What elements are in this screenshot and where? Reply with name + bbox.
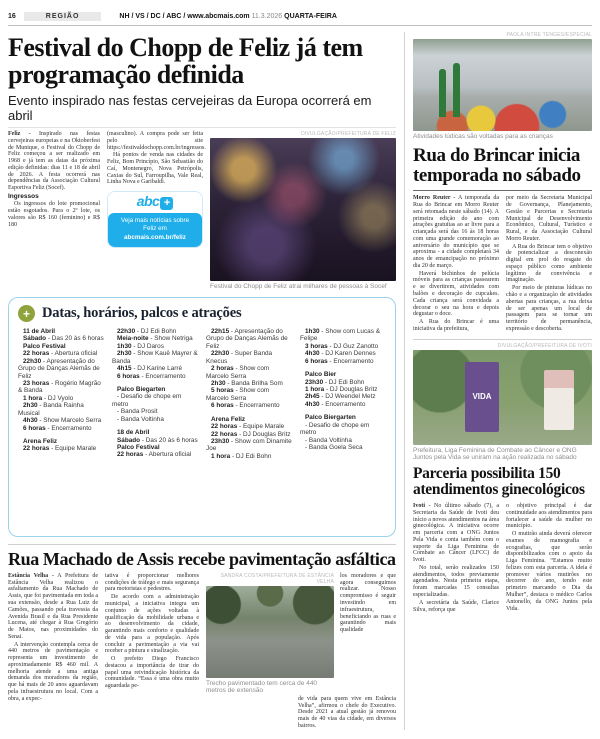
schedule-entry: - Desafio de chope em metro — [112, 393, 182, 408]
brincar-column-2 — [506, 195, 592, 332]
schedule-column-1 — [18, 328, 104, 460]
schedule-entry: 6 horas - Encerramento — [117, 372, 186, 380]
schedule-entry: - Banda Goela Seca — [305, 443, 363, 451]
schedule-entry: 6 horas - Encerramento — [305, 357, 374, 365]
left-region — [8, 32, 396, 730]
schedule-entry: Arena Feliz — [23, 437, 58, 445]
schedule-entry: Meia-noite - Show Netriga — [117, 335, 193, 343]
schedule-entry: 4h30 - Encerramento — [305, 400, 366, 408]
schedule-entry: 23h30 - DJ Edi Bohn — [305, 378, 365, 386]
schedule-entry: 2h30 - Banda Brilha Som — [211, 380, 283, 388]
schedule-entry: 1 hora - DJ Vyolo — [23, 394, 74, 402]
paving-right-region — [206, 573, 396, 730]
festival-headline: Festival do Chopp de Feliz já tem programação definida — [8, 33, 363, 90]
campaign-banner — [544, 370, 574, 430]
edition-text: NH / VS / DC / ABC / www.abcmais.com — [119, 13, 250, 20]
schedule-entry: Sábado - Das 20 às 6 horas — [117, 436, 198, 444]
schedule-entry: Arena Feliz — [211, 415, 246, 423]
paragraph-text: Inspirado nas festas cervejeiras europeias e na Oktoberfest de Munique, o Festival do Chopp de Feliz começou a ser realizado em 1968 e já tem as datas da próxima edição definidas: dias 11 e 18 de abril de 2026. A festa ocorrerá nas dependências da Associação Cultural Esportiva Feliz (Socef). — [8, 131, 100, 192]
section-badge: REGIÃO — [24, 12, 102, 21]
schedule-box-header — [18, 305, 386, 322]
festival-paragraph: Há pontos de venda nas cidades de Feliz, Bom Princípio, São Sebastião do Caí, Montenegro, Nova Petrópolis, Caxias do Sul, Farroupilha, Vale Real, Linha Nova e Garibaldi. — [107, 152, 203, 186]
parceria-headline: Parceria possibilita 150 atendimentos ginecológicos — [413, 464, 585, 499]
schedule-entry: 1 hora - DJ Douglas Britz — [305, 386, 378, 394]
festival-paragraph: (masculino). A compra pode ser feita pelo site https://festivaldochopp.com.br/ingressos. — [107, 131, 206, 151]
brincar-photo-caption: Atividades lúdicas são voltadas para as crianças — [413, 133, 553, 140]
dateline: Estância Velha - — [8, 572, 54, 579]
paving-paragraph: A intervenção contempla cerca de 440 metros de pavimentação e representa um investimento de aproximadamente R$ 460 mil. A melhoria atende a uma antiga demanda dos moradores da região, que há mais de 20 anos aguardavam pela infraestrutura no local. Com a obra, a expec- — [8, 641, 99, 702]
page-header — [8, 12, 592, 26]
article-parceria — [413, 339, 592, 614]
paving-paragraph: los moradores e que agora conseguimos realizar. Nosso compromisso é seguir investindo em infraestrutura, beneficiando as ruas e garantindo mais qualidade — [340, 572, 396, 634]
paving-photo-caption: Trecho pavimentado tem cerca de 440 metros de extensão — [206, 679, 318, 694]
schedule-entry: - Banda Prosit — [117, 408, 158, 416]
schedule-box-title: Datas, horários, palcos e atrações — [42, 305, 242, 322]
schedule-column-3 — [206, 328, 292, 460]
brincar-headline: Rua do Brincar inicia temporada no sábado — [413, 146, 592, 191]
brincar-paragraph: Por meio de pinturas lúdicas no chão e a organização de atividades abertas para crianças, a rua deixa de ser apenas um local de passagem para se tornar um território de permanência, expressão e descoberta. — [506, 285, 592, 332]
parceria-paragraph: No total, serão realizados 150 atendimentos, todos previamente agendados. Nesta primeira etapa, foram marcadas 15 consultas especializadas. — [413, 564, 499, 598]
edition-date: 11.3.2026 — [251, 13, 283, 20]
schedule-columns — [18, 328, 386, 460]
promo-message — [108, 213, 202, 247]
festival-paragraph — [8, 131, 100, 192]
paving-paragraph — [8, 573, 98, 641]
dateline: Feliz - — [8, 131, 31, 138]
brincar-paragraph: A Rua do Brincar tem o objetivo de potencializar a desconexão digital em prol do resgate do espaço público como ambiente legítimo de convivência e imaginação. — [506, 243, 592, 284]
schedule-entry: Palco Festival — [23, 342, 66, 350]
schedule-entry: 6 horas - Encerramento — [23, 424, 92, 432]
brincar-column-1 — [413, 195, 499, 332]
stilt-figure — [439, 69, 446, 117]
festival-photo-credit: DIVULGAÇÃO/PREFEITURA DE FELIZ — [301, 131, 396, 138]
brincar-paragraph: Haverá bichinhos de pelúcia móveis para as crianças passearem e se divertirem, atividades com balões e decoração de cupcakes. Cada criança será convidada a decorar o seu na hora e depois degustar o doce. — [413, 270, 499, 318]
schedule-entry: 1h30 - Show com Lucas & Felipe — [300, 328, 380, 343]
schedule-entry: 22 horas - Abertura oficial — [117, 451, 192, 459]
parceria-photo-credit: DIVULGAÇÃO/PREFEITURA DE IVOTI — [497, 342, 592, 349]
schedule-entry: 22h30 - Super Banda Knecus — [206, 350, 273, 365]
promo-line1: Veja mais notícias sobre — [120, 217, 190, 225]
promo-line2: Feliz em — [143, 225, 167, 233]
festival-subheading-ingressos: Ingressos — [8, 192, 39, 200]
schedule-entry: 6 horas - Encerramento — [211, 402, 280, 410]
schedule-entry: 11 de Abril — [23, 328, 56, 336]
schedule-entry: - Desafio de chope em metro — [300, 421, 370, 437]
schedule-entry: 22 horas - Equipe Marale — [23, 445, 97, 453]
schedule-entry: 4h15 - DJ Karine Larré — [117, 365, 183, 373]
festival-paragraph: Os ingressos do lote promocional estão esgotados. Para o 2º lote, os valores são R$ 160 (feminino) e R$ 180 — [8, 201, 100, 228]
schedule-entry: 2 horas - Show com Marcelo Serra — [206, 365, 270, 380]
schedule-entry: 22h30 - DJ Edi Bohn — [117, 328, 177, 336]
abcmais-logo — [108, 192, 202, 213]
schedule-column-4 — [300, 328, 386, 460]
schedule-entry: 22 horas - Abertura oficial — [23, 350, 98, 358]
schedule-entry: 22h30 - Apresentação do Grupo de Danças Alemãs de Feliz — [18, 357, 100, 380]
parceria-paragraph: o objetivo principal é dar continuidade aos atendimentos para fortalecer a saúde da mulher no município. — [506, 503, 592, 530]
schedule-box — [8, 297, 396, 537]
parceria-paragraph: O mutirão ainda deverá oferecer exames de mamografia e ecografias, que serão disponibilizados com o apoio da Liga Feminina. “Estamos muito felizes com esta parceria. A ideia é promover vários mutirões no decorrer do ano, tendo este primeiro marcando o Dia da Mulher”, destaca o médico Carlos Antonello, da ONG Juntos pela Vida. — [506, 531, 592, 612]
paving-photo-credit: SANDRA COSTA/PREFEITURA DE ESTÂNCIA VELHA — [220, 572, 334, 585]
schedule-entry: 2h45 - DJ Weendel Metz — [305, 393, 376, 401]
schedule-entry: 22h15 - Apresentação do Grupo de Danças Alemãs de Feliz — [206, 328, 288, 350]
paving-headline: Rua Machado de Assis recebe pavimentação asfáltica — [8, 549, 396, 570]
paving-column-1 — [8, 573, 98, 730]
page-number: 16 — [8, 13, 16, 20]
schedule-entry: Palco Biegarten — [117, 386, 166, 394]
stilt-figure — [453, 63, 460, 117]
festival-photo-figure — [210, 131, 396, 290]
schedule-entry: - Banda Voltinha — [117, 415, 164, 423]
schedule-entry: Palco Biergarten — [305, 414, 356, 422]
schedule-column-2 — [112, 328, 198, 460]
festival-photo-caption: Festival do Chopp de Feliz atrai milhares de pessoas à Socef — [210, 283, 387, 291]
plus-icon: + — [160, 197, 173, 210]
section-divider — [8, 544, 396, 545]
paving-paragraph: de vida para quem vive em Estância Velha”, afirmou o chefe do Executivo. Desde 2021 a atual gestão já renovou mais de 40 vias da cidade, em diversos bairros. — [298, 695, 396, 730]
schedule-entry: Sábado - Das 20 às 6 horas — [23, 335, 104, 343]
paragraph-text: No último sábado (7), a Secretaria da Saúde de Ivoti deu início a novos atendimentos na área ginecológica. A iniciativa ocorre em parceria com a ONG Juntos Pela Vida e conta também com o suporte da Liga Feminina de Combate ao Câncer (LFCC) de Ivoti. — [413, 503, 499, 564]
paving-column-2 — [105, 573, 199, 730]
right-column — [404, 32, 592, 730]
paving-photo-figure — [206, 573, 334, 694]
festival-column-1 — [8, 131, 100, 290]
schedule-entry: 1 hora - DJ Edi Bohn — [211, 452, 272, 460]
schedule-entry: 5 horas - Show com Marcelo Serra — [206, 387, 270, 402]
schedule-entry: 2h30 - Banda Rainha Musical — [18, 402, 84, 417]
parceria-column-2 — [506, 503, 592, 613]
edition-weekday: QUARTA-FEIRA — [284, 13, 337, 20]
paragraph-text: A Prefeitura de Estância Velha realizou o asfaltamento da Rua Machado de Assis, que foi pavimentada em toda a sua extensão, desde a Rua Luiz de Camões, passando pela travessia da Avenida Brasil e da Rua Presidente Lucena, até chegar à Rua Gregório de Matos, nas proximidades do Senai. — [8, 572, 99, 640]
parceria-photo-caption: Prefeitura, Liga Feminina de Combate ao Câncer e ONG Juntos pela Vida se uniram na ação realizada no sábado — [413, 446, 577, 461]
paving-column-3 — [340, 573, 396, 694]
paving-paragraph: tativa é proporcionar melhores condições de tráfego e mais segurança para motoristas e pedestres. — [105, 572, 199, 593]
paving-paragraph: O prefeito Diego Francisco destacou a importância de tirar do papel uma reivindicação histórica da comunidade. “Essa é uma obra muito aguardada pe- — [105, 656, 199, 690]
brincar-paragraph: A Rua do Brincar é uma iniciativa da prefeitura, — [413, 319, 499, 332]
parceria-column-1 — [413, 503, 499, 613]
plus-circle-icon: + — [18, 305, 35, 322]
dateline: Morro Reuter - — [413, 195, 456, 202]
schedule-entry: 18 de Abril — [117, 429, 150, 437]
schedule-entry: 4h30 - Show Marcelo Serra — [23, 417, 102, 425]
abcmais-promo-box[interactable] — [107, 191, 203, 248]
brincar-paragraph: por meio da Secretaria Municipal de Governança, Planejamento, Gestão e Parcerias e Secretaria Municipal de Desenvolvimento Econômico, Cultural, Turístico e Rural, e da Associação Cultural Morro Reuter. — [506, 195, 592, 242]
brincar-photo-credit: PAOLA INTRE TENGES/ESPECIAL — [506, 32, 592, 38]
promo-link[interactable]: abcmais.com.br/feliz — [124, 233, 186, 241]
schedule-entry: 4h30 - DJ Karen Dennes — [305, 350, 376, 358]
schedule-entry: 2h30 - Show Kauê Mayrer & Banda — [112, 350, 198, 365]
schedule-entry: Palco Bier — [305, 371, 337, 379]
parceria-paragraph: A secretária da Saúde, Clarice Silva, reforça que — [413, 599, 499, 613]
paragraph-text: A temporada da Rua do Brincar em Morro Reuter será retomada neste sábado (14). A primeira edição do ano com atrações gratuitas ao ar livre para a criançada será das 16 às 18 horas com uma grande comemoração ao aniversário do município que se aproxima - a cidade completará 34 anos de emancipação no próximo dia 20 de março. — [413, 195, 499, 269]
abcmais-logo-text: abc — [136, 193, 160, 210]
schedule-entry: 1h30 - DJ Daros — [117, 342, 164, 350]
parceria-paragraph — [413, 503, 499, 564]
schedule-entry: 3 horas - DJ Guz Zanotto — [305, 342, 379, 350]
vida-banner: VIDA — [465, 362, 499, 432]
festival-crowd-photo — [210, 138, 396, 281]
paving-paragraph: De acordo com a administração municipal, a iniciativa integra um conjunto de ações voltadas à qualificação da mobilidade urbana e ao desenvolvimento da cidade, garantindo mais conforto e qualidade de vida para a população. Após concluir a pavimentação a via vai receber a pintura e sinalização. — [105, 594, 199, 655]
schedule-entry: 23h30 - Show com Dinamite Joe — [206, 437, 292, 453]
schedule-entry: 23 horas - Rogério Magrão & Banda — [18, 380, 101, 395]
parceria-group-photo — [413, 350, 592, 445]
festival-column-2 — [107, 131, 206, 290]
article-brincar — [413, 32, 592, 333]
article-paving — [8, 550, 396, 730]
schedule-entry: - Banda Voltinha — [305, 436, 352, 444]
edition-info — [119, 13, 336, 20]
brincar-paragraph — [413, 195, 499, 269]
schedule-entry: Palco Festival — [117, 443, 160, 451]
schedule-entry: 22 horas - Equipe Marale — [211, 423, 285, 431]
festival-subhead: Evento inspirado nas festas cervejeiras da Europa ocorrerá em abril — [8, 93, 396, 128]
paved-street-photo — [206, 586, 334, 678]
brincar-street-photo — [413, 39, 592, 131]
dateline: Ivoti - — [413, 503, 431, 510]
schedule-entry: 22 horas - DJ Douglas Britz — [211, 430, 291, 438]
article-festival — [8, 34, 396, 290]
paving-column-3-continued — [298, 696, 396, 730]
